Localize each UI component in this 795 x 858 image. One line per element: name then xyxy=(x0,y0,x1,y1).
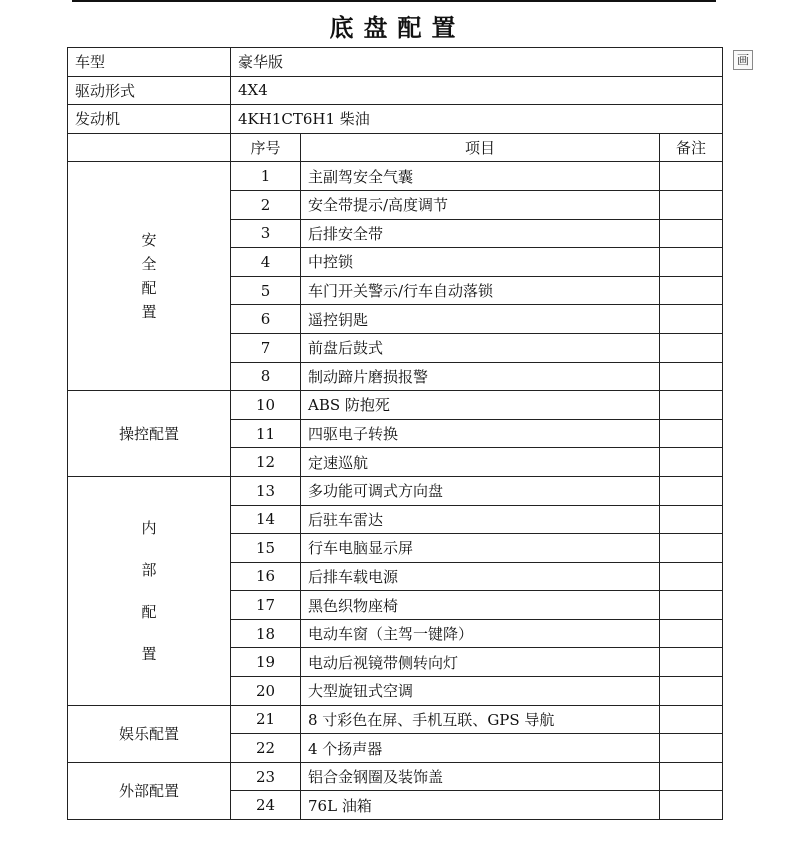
annotation-icon[interactable]: 画 xyxy=(733,50,753,70)
row-note xyxy=(660,734,723,763)
row-item: 后排车载电源 xyxy=(301,562,660,591)
row-note xyxy=(660,705,723,734)
row-note xyxy=(660,391,723,420)
group-label-char: 安 xyxy=(141,231,157,250)
row-note xyxy=(660,448,723,477)
table-row xyxy=(68,762,723,791)
row-number: 10 xyxy=(231,391,301,420)
row-item: 定速巡航 xyxy=(301,448,660,477)
header-item: 项目 xyxy=(301,133,660,162)
info-label: 驱动形式 xyxy=(68,76,231,105)
row-note xyxy=(660,648,723,677)
info-row-model xyxy=(68,48,723,77)
row-note xyxy=(660,591,723,620)
row-item: 后驻车雷达 xyxy=(301,505,660,534)
row-note xyxy=(660,305,723,334)
row-number: 18 xyxy=(231,619,301,648)
row-item: 中控锁 xyxy=(301,248,660,277)
row-note xyxy=(660,162,723,191)
row-number: 1 xyxy=(231,162,301,191)
row-item: 行车电脑显示屏 xyxy=(301,534,660,563)
row-note xyxy=(660,677,723,706)
row-item: 后排安全带 xyxy=(301,219,660,248)
row-item: 4 个扬声器 xyxy=(301,734,660,763)
row-note xyxy=(660,791,723,820)
row-number: 13 xyxy=(231,476,301,505)
row-item: 黑色织物座椅 xyxy=(301,591,660,620)
row-item: 遥控钥匙 xyxy=(301,305,660,334)
row-note xyxy=(660,276,723,305)
row-item: 8 寸彩色在屏、手机互联、GPS 导航 xyxy=(301,705,660,734)
row-number: 24 xyxy=(231,791,301,820)
row-note xyxy=(660,762,723,791)
row-number: 2 xyxy=(231,190,301,219)
info-label: 发动机 xyxy=(68,105,231,134)
row-item: 铝合金钢圈及装饰盖 xyxy=(301,762,660,791)
row-number: 17 xyxy=(231,591,301,620)
group-label xyxy=(68,476,231,705)
row-item: 车门开关警示/行车自动落锁 xyxy=(301,276,660,305)
row-number: 19 xyxy=(231,648,301,677)
row-number: 3 xyxy=(231,219,301,248)
row-item: 大型旋钮式空调 xyxy=(301,677,660,706)
row-number: 21 xyxy=(231,705,301,734)
group-label: 操控配置 xyxy=(68,391,231,477)
table-row xyxy=(68,162,723,191)
table-row xyxy=(68,391,723,420)
row-number: 11 xyxy=(231,419,301,448)
row-note xyxy=(660,362,723,391)
group-label-char: 内 xyxy=(141,518,157,537)
row-item: 制动蹄片磨损报警 xyxy=(301,362,660,391)
group-label-char: 部 xyxy=(141,560,157,579)
header-row xyxy=(68,133,723,162)
row-item: 前盘后鼓式 xyxy=(301,333,660,362)
header-blank xyxy=(68,133,231,162)
row-number: 8 xyxy=(231,362,301,391)
row-note xyxy=(660,476,723,505)
group-label-char: 配 xyxy=(141,602,157,621)
row-number: 6 xyxy=(231,305,301,334)
row-item: 安全带提示/高度调节 xyxy=(301,190,660,219)
row-note xyxy=(660,505,723,534)
group-label-char: 全 xyxy=(141,255,157,274)
info-row-drive xyxy=(68,76,723,105)
group-label-char: 置 xyxy=(141,303,157,322)
row-item: 多功能可调式方向盘 xyxy=(301,476,660,505)
group-label: 娱乐配置 xyxy=(68,705,231,762)
table-row xyxy=(68,476,723,505)
row-note xyxy=(660,562,723,591)
row-note xyxy=(660,534,723,563)
row-item: 76L 油箱 xyxy=(301,791,660,820)
row-item: 电动后视镜带侧转向灯 xyxy=(301,648,660,677)
row-number: 12 xyxy=(231,448,301,477)
row-item: 四驱电子转换 xyxy=(301,419,660,448)
info-row-engine xyxy=(68,105,723,134)
header-no: 序号 xyxy=(231,133,301,162)
row-number: 5 xyxy=(231,276,301,305)
spec-table xyxy=(67,47,723,820)
group-label xyxy=(68,162,231,391)
row-number: 15 xyxy=(231,534,301,563)
table-row xyxy=(68,705,723,734)
row-note xyxy=(660,419,723,448)
info-value: 4KH1CT6H1 柴油 xyxy=(231,105,723,134)
group-label: 外部配置 xyxy=(68,762,231,819)
row-number: 23 xyxy=(231,762,301,791)
row-item: ABS 防抱死 xyxy=(301,391,660,420)
group-label-char: 配 xyxy=(141,279,157,298)
row-number: 20 xyxy=(231,677,301,706)
header-note: 备注 xyxy=(660,133,723,162)
top-rule xyxy=(72,0,716,2)
group-label-char: 置 xyxy=(141,644,157,663)
row-number: 16 xyxy=(231,562,301,591)
row-note xyxy=(660,219,723,248)
row-item: 电动车窗（主驾一键降） xyxy=(301,619,660,648)
info-value: 4X4 xyxy=(231,76,723,105)
row-number: 22 xyxy=(231,734,301,763)
row-number: 7 xyxy=(231,333,301,362)
row-item: 主副驾安全气囊 xyxy=(301,162,660,191)
row-note xyxy=(660,190,723,219)
row-number: 14 xyxy=(231,505,301,534)
row-note xyxy=(660,333,723,362)
row-note xyxy=(660,248,723,277)
info-label: 车型 xyxy=(68,48,231,77)
row-note xyxy=(660,619,723,648)
page-title: 底盘配置 xyxy=(329,14,466,42)
info-value: 豪华版 xyxy=(231,48,723,77)
row-number: 4 xyxy=(231,248,301,277)
